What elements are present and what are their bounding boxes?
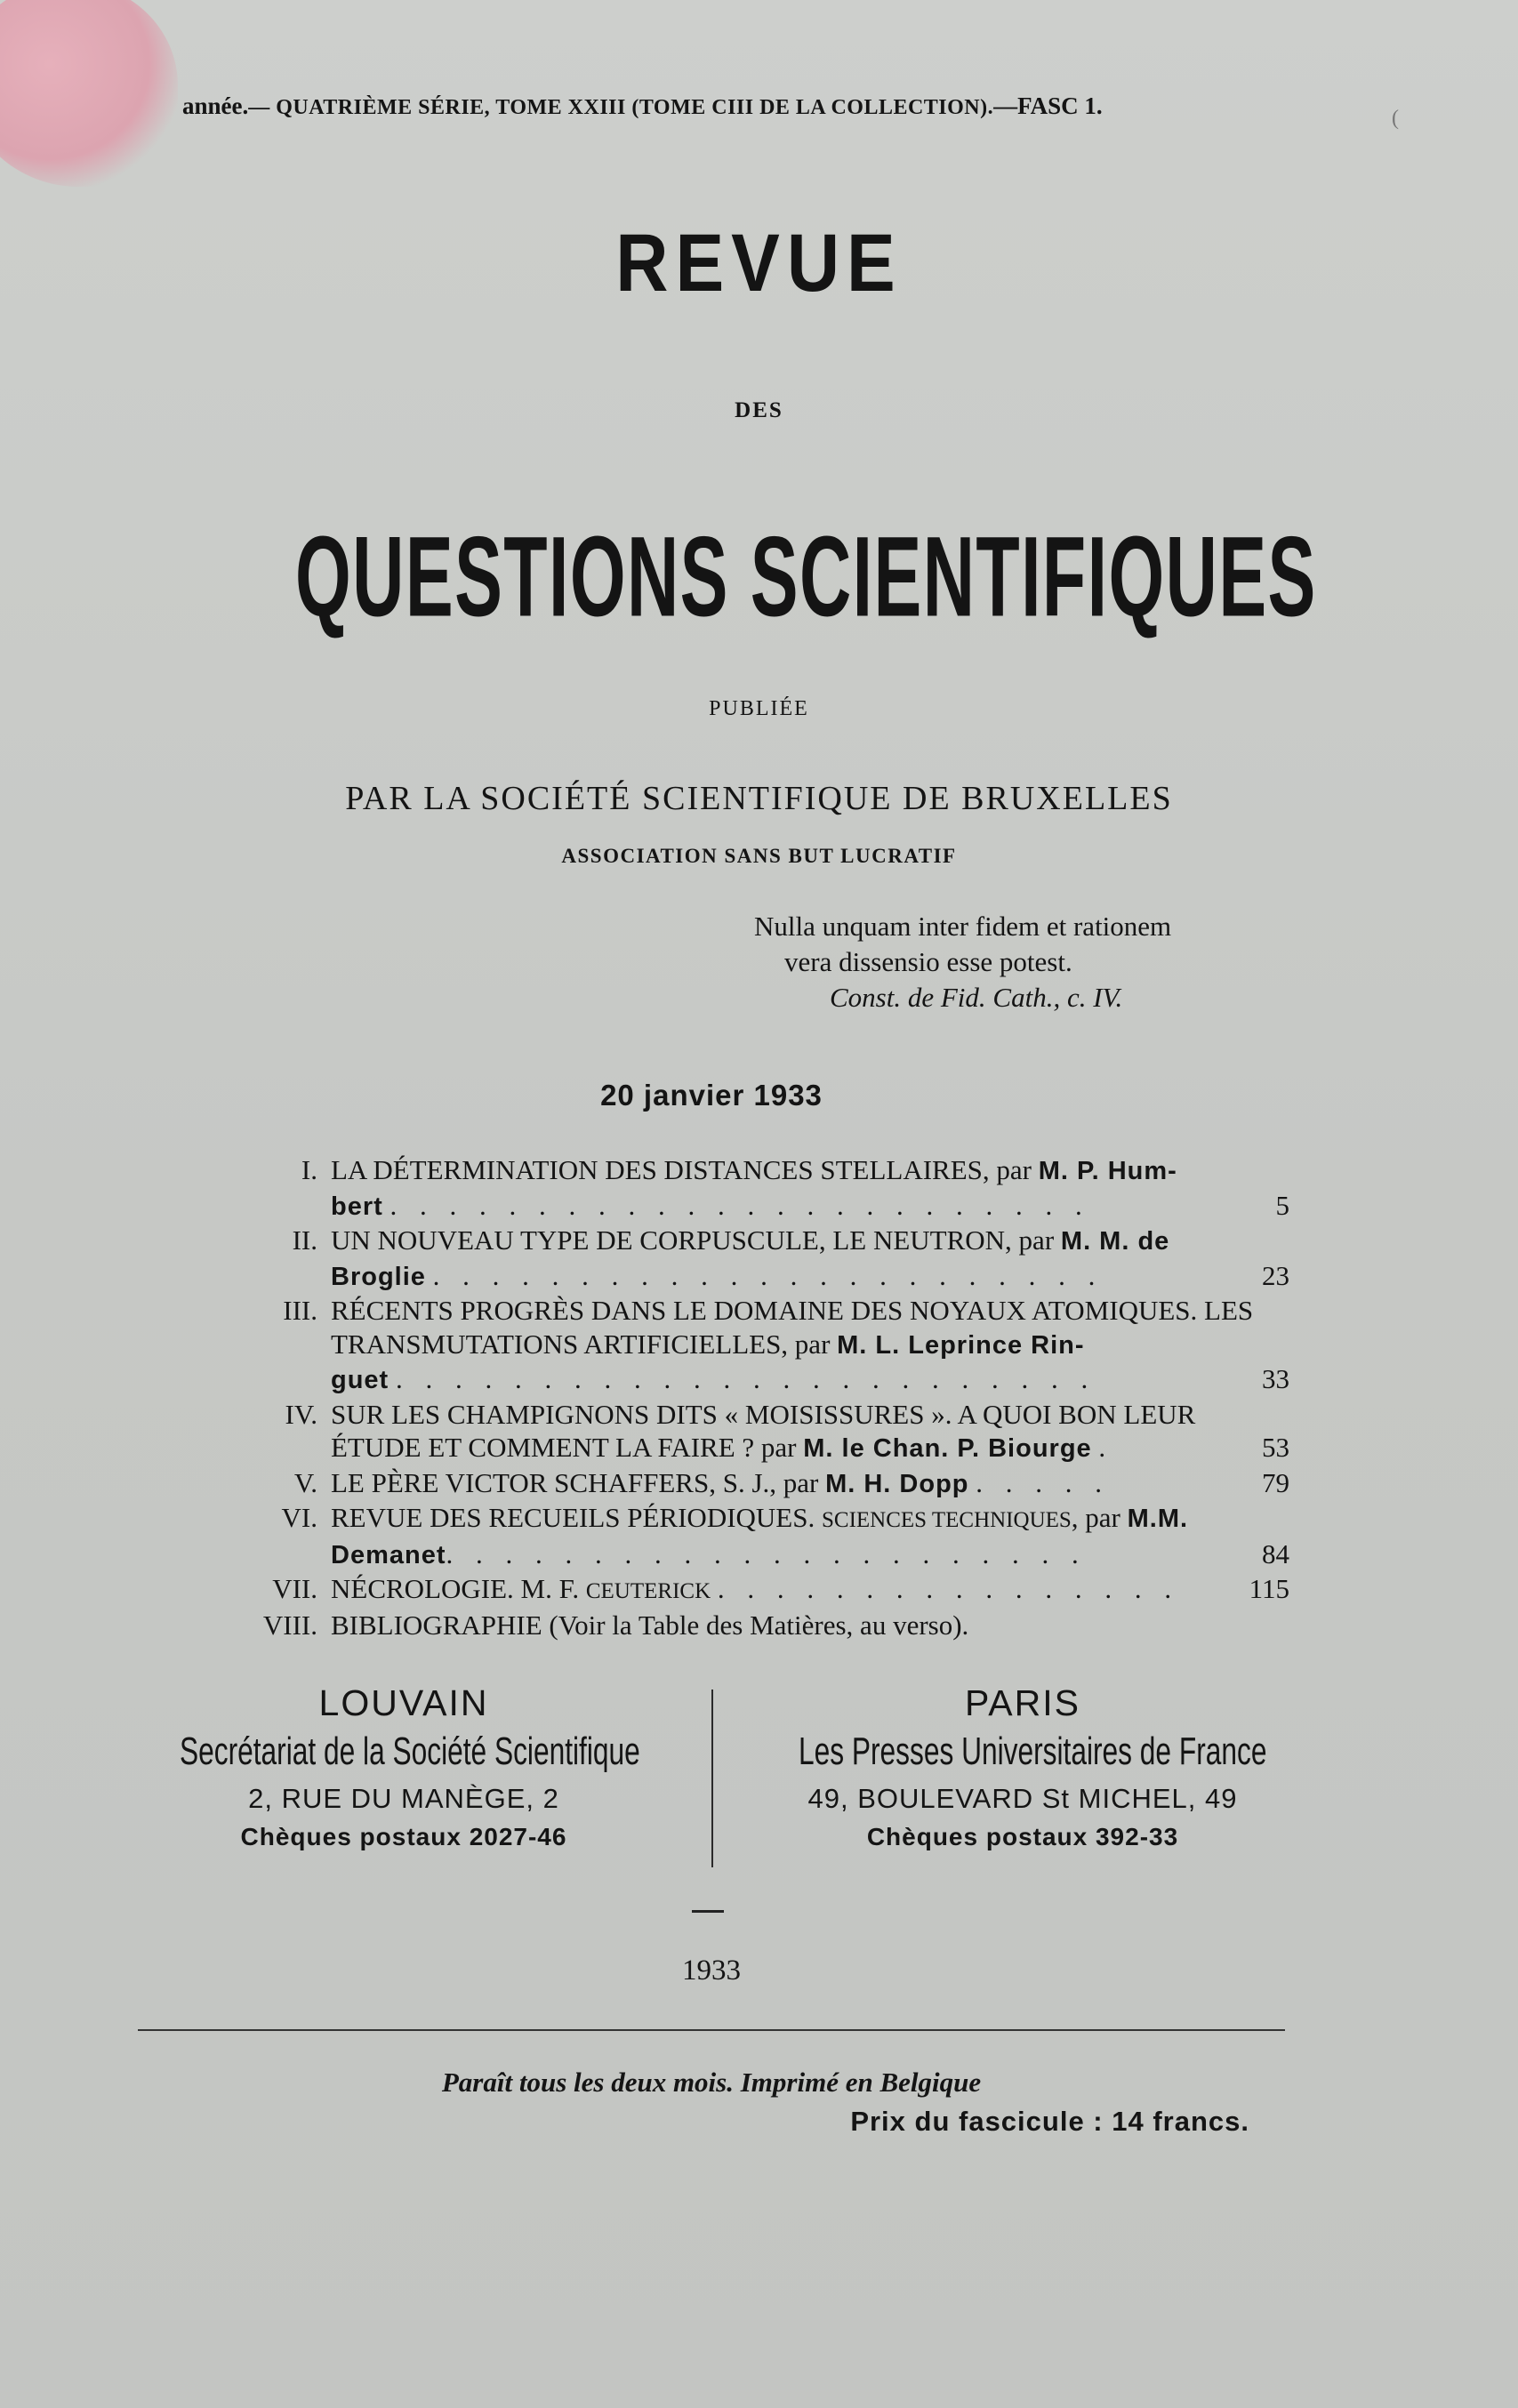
toc-entry [133, 1224, 1289, 1294]
toc-page: 33 [1262, 1363, 1289, 1394]
toc-number: VI. [281, 1502, 317, 1533]
publisher-org: Les Presses Universitaires de France [799, 1730, 1267, 1773]
toc-number: VII. [272, 1573, 317, 1604]
toc-leader-dots: . . . . . . . . . . . . . . . . . . . . . . . . [390, 1189, 1090, 1221]
short-dash [692, 1910, 724, 1913]
toc-title: LA DÉTERMINATION DES DISTANCES STELLAIRES, par [331, 1154, 1039, 1185]
publisher-org: Secrétariat de la Société Scientifique [179, 1730, 640, 1773]
motto-line-1: Nulla unquam inter fidem et rationem [754, 911, 1172, 942]
toc-author: M. L. Leprince Rin- [837, 1330, 1085, 1360]
publisher-address: 49, BOULEVARD St MICHEL, 49 [807, 1783, 1238, 1814]
pink-stain [0, 0, 178, 187]
toc-title: REVUE DES RECUEILS PÉRIODIQUES. [331, 1502, 822, 1533]
toc-author-cont: bert [331, 1192, 383, 1221]
publiee-label: PUBLIÉE [709, 697, 809, 720]
title-des: DES [735, 398, 783, 422]
toc-title-cont: TRANSMUTATIONS ARTIFICIELLES, par [331, 1328, 838, 1360]
toc-page: 5 [1275, 1189, 1289, 1221]
issue-price: Prix du fascicule : 14 francs. [850, 2106, 1249, 2137]
toc-author: M. le Chan. P. Biourge [803, 1434, 1092, 1463]
motto-line-2: vera dissensio esse potest. [784, 946, 1072, 977]
association-label: ASSOCIATION SANS BUT LUCRATIF [561, 845, 957, 867]
title-revue: REVUE [615, 218, 903, 309]
publisher-paris [711, 1681, 1334, 1855]
motto [754, 909, 1171, 1015]
toc-number: VIII. [262, 1609, 317, 1641]
toc-entry [133, 1609, 1289, 1642]
toc-number: IV. [285, 1398, 317, 1430]
toc-author-cont: Demanet [331, 1540, 446, 1569]
toc-number: V. [293, 1466, 317, 1498]
margin-mark: ( [1392, 107, 1399, 130]
toc-entry [133, 1294, 1289, 1398]
toc-author-cont: guet [331, 1366, 390, 1394]
toc-number: I. [301, 1154, 317, 1185]
issue-date: 20 janvier 1933 [600, 1079, 823, 1112]
series-line [182, 92, 1338, 120]
toc-page: 115 [1249, 1573, 1289, 1604]
toc-title: UN NOUVEAU TYPE DE CORPUSCULE, LE NEUTRON, par [331, 1224, 1061, 1256]
toc-title-cont: ÉTUDE ET COMMENT LA FAIRE ? par [331, 1432, 804, 1463]
toc-text [331, 1537, 1345, 1573]
toc-par: , par [1071, 1502, 1128, 1533]
toc-author: M. M. de [1060, 1227, 1170, 1256]
toc-title: LE PÈRE VICTOR SCHAFFERS, S. J., par [331, 1466, 826, 1498]
toc-entry [133, 1572, 1289, 1609]
toc-author: M.M. [1127, 1505, 1189, 1533]
toc-text [331, 1328, 1345, 1363]
toc-text [331, 1572, 1345, 1609]
publisher-address: 2, RUE DU MANÈGE, 2 [248, 1783, 559, 1814]
toc-entry [133, 1398, 1289, 1466]
toc-section: SCIENCES TECHNIQUES [821, 1508, 1072, 1532]
toc-leader-dots: . . . . . [976, 1466, 1111, 1498]
publisher-society: PAR LA SOCIÉTÉ SCIENTIFIQUE DE BRUXELLES [345, 780, 1173, 817]
publisher-city: PARIS [965, 1682, 1080, 1723]
toc-author-cont: Broglie [331, 1262, 426, 1291]
toc-author: M. P. Hum- [1038, 1157, 1177, 1185]
publisher-city: LOUVAIN [318, 1682, 489, 1723]
toc-leader-dots: . . . . . . . . . . . . . . . . . . . . . . [446, 1537, 1087, 1569]
toc-leader-dots: . [1098, 1432, 1106, 1463]
toc-entry [133, 1466, 1289, 1502]
toc-title: RÉCENTS PROGRÈS DANS LE DOMAINE DES NOYAUX ATOMIQUES. LES [331, 1295, 1254, 1326]
title-main: QUESTIONS SCIENTIFIQUES [294, 513, 1317, 640]
publishers-block [0, 1681, 1518, 1876]
publisher-louvain [92, 1681, 715, 1855]
toc-page: 79 [1262, 1466, 1289, 1498]
toc-text [331, 1259, 1345, 1295]
publication-frequency: Paraît tous les deux mois. Imprimé en Belgique [441, 2067, 982, 2098]
toc-leader-dots: . . . . . . . . . . . . . . . . . . . . . . . [432, 1259, 1104, 1291]
motto-source: Const. de Fid. Cath., c. IV. [830, 982, 1123, 1013]
toc-text [331, 1431, 1345, 1466]
horizontal-rule [138, 2029, 1285, 2031]
publisher-cheques: Chèques postaux 2027-46 [240, 1823, 567, 1850]
series-info: — QUATRIÈME SÉRIE, TOME XXIII (TOME CIII DE LA COLLECTION). [248, 96, 994, 119]
toc-title: SUR LES CHAMPIGNONS DITS « MOISISSURES ». A QUOI BON LEUR [331, 1398, 1196, 1430]
toc-page: 23 [1262, 1259, 1289, 1291]
toc-title: BIBLIOGRAPHIE (Voir la Table des Matières, au verso). [331, 1609, 969, 1641]
toc-page: 53 [1262, 1432, 1289, 1463]
table-of-contents [133, 1153, 1289, 1641]
toc-text [331, 1466, 1345, 1502]
toc-leader-dots: . . . . . . . . . . . . . . . . . . . . . . . . [395, 1363, 1096, 1394]
toc-author: M. H. Dopp [825, 1469, 969, 1498]
publication-year: 1933 [682, 1954, 741, 1987]
publisher-cheques: Chèques postaux 392-33 [866, 1823, 1179, 1850]
toc-text [331, 1501, 1345, 1537]
toc-leader-dots: . . . . . . . . . . . . . . . . [717, 1573, 1180, 1604]
toc-text [331, 1189, 1345, 1224]
toc-entry [133, 1153, 1289, 1224]
annee-label: année. [182, 92, 249, 119]
toc-text [331, 1224, 1345, 1259]
fascicule-label: —FASC 1. [993, 92, 1103, 119]
toc-title: NÉCROLOGIE. M. F. [331, 1573, 586, 1604]
toc-entry [133, 1501, 1289, 1572]
toc-text [331, 1153, 1345, 1189]
toc-number: III. [283, 1295, 317, 1326]
toc-text [331, 1362, 1345, 1398]
toc-page: 84 [1262, 1537, 1289, 1569]
toc-number: II. [292, 1224, 317, 1256]
toc-name: CEUTERICK [585, 1579, 711, 1603]
